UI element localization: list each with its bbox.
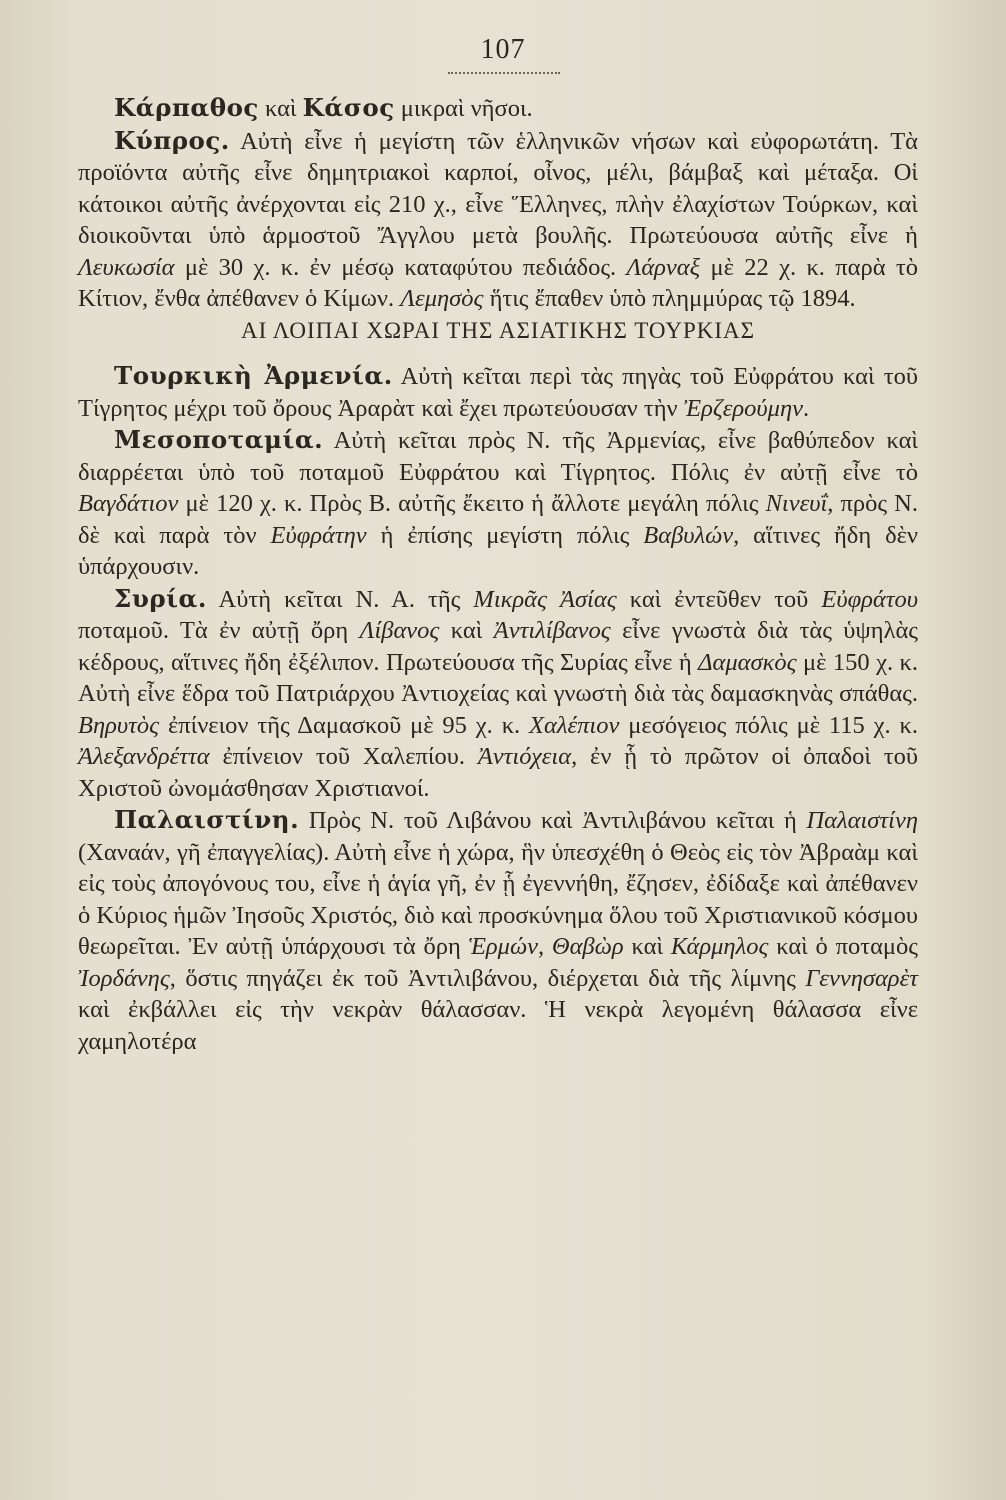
italic-place-name: Εὐφράτου xyxy=(821,585,919,613)
text-run: , πρὸς Ν. δὲ καὶ παρὰ τὸν xyxy=(78,490,918,549)
paragraph-heading: Μεσοποταμία. xyxy=(114,425,324,454)
italic-place-name: Ἀλεξανδρέττα xyxy=(78,743,210,770)
italic-place-name: Ἀντιλίβανος xyxy=(493,617,611,644)
italic-place-name: Ἑρμών, Θαβὼρ xyxy=(468,933,624,960)
text-run: . xyxy=(803,394,810,422)
italic-place-name: Νινευΐ xyxy=(765,490,828,517)
section-title: ΑΙ ΛΟΙΠΑΙ ΧΩΡΑΙ ΤΗΣ ΑΣΙΑΤΙΚΗΣ ΤΟΥΡΚΙΑΣ xyxy=(240,317,756,343)
text-run: καὶ xyxy=(439,617,494,644)
italic-place-name: Ἰορδάνης xyxy=(78,964,170,992)
text-run: , ὅστις πηγάζει ἐκ τοῦ Ἀντιλιβάνου, διέρχεται διὰ τῆς λίμνης xyxy=(169,964,806,992)
italic-place-name: Λάρναξ xyxy=(626,253,701,281)
italic-place-name: Κάρμηλος xyxy=(670,933,769,960)
italic-place-name: Δαμασκὸς xyxy=(698,648,797,676)
paragraph xyxy=(78,125,918,315)
paragraph xyxy=(78,92,918,125)
italic-place-name: Παλαιστίνη xyxy=(806,807,918,834)
text-run: μὲ 120 χ. κ. Πρὸς Β. αὐτῆς ἔκειτο ἡ ἄλλοτε μεγάλη πόλις xyxy=(178,490,766,517)
text-run: Πρὸς Ν. τοῦ Λιβάνου καὶ Ἀντιλιβάνου κεῖται ἡ xyxy=(299,807,807,834)
italic-place-name: Βαγδάτιον xyxy=(78,490,179,517)
italic-place-name: Λεμησὸς xyxy=(400,285,484,312)
text-run: εἶνε γνωστὰ διὰ τὰς ὑψηλὰς κέδρους, αἵτινες ἤδη ἐξέλιπον. Πρωτεύουσα τῆς Συρίας εἶνε ἡ xyxy=(78,617,919,676)
text-run: μεσόγειος πόλις μὲ 115 χ. κ. xyxy=(619,711,918,739)
text-run: μικραὶ νῆσοι. xyxy=(394,95,533,122)
paragraph xyxy=(78,804,918,1057)
paragraph-heading: Παλαιστίνη. xyxy=(114,805,300,834)
page-number: 107 xyxy=(480,34,526,65)
text-run: , ἐν ᾗ τὸ πρῶτον οἱ ὀπαδοὶ τοῦ Χριστοῦ ὠνομάσθησαν Χριστιανοί. xyxy=(78,743,918,802)
italic-place-name: Μικρᾶς Ἀσίας xyxy=(473,585,617,613)
text-run: ποταμοῦ. Τὰ ἐν αὐτῇ ὄρη xyxy=(78,617,360,644)
italic-place-name: Λευκωσία xyxy=(78,253,175,281)
bold-term: Κάσος xyxy=(302,93,395,122)
text-run: (Χαναάν, γῆ ἐπαγγελίας). Αὐτὴ εἶνε ἡ χώρα, ἣν ὑπεσχέθη ὁ Θεὸς εἰς τὸν Ἀβραὰμ καὶ εἰς τοὺς ἀπογόνους του, εἶνε ἡ ἁγία γῆ, ἐν ᾗ ἐγεννήθη, ἔζησεν, ἐδίδαξε καὶ ἀπέθανεν ὁ Κύριος ἡμῶν Ἰησοῦς Χριστός, διὸ καὶ προσκύνημα ὅλου τοῦ Χριστιανικοῦ κόσμου θεωρεῖται. Ἐν αὐτῇ ὑπάρχουσι τὰ ὄρη xyxy=(78,838,918,960)
text-run: καὶ xyxy=(623,933,671,960)
text-run: Αὐτὴ κεῖται πρὸς Ν. τῆς Ἀρμενίας, εἶνε βαθύπεδον καὶ διαρρέεται ὑπὸ τοῦ ποταμοῦ Εὐφράτου καὶ Τίγρητος. Πόλις ἐν αὐτῇ εἶνε τὸ xyxy=(78,427,918,486)
page-number-rule xyxy=(448,72,560,74)
paragraph xyxy=(78,424,918,583)
paragraph-heading: Κύπρος. xyxy=(114,125,230,155)
italic-place-name: Ἐρζερούμην xyxy=(683,394,804,422)
paragraph xyxy=(78,360,918,424)
italic-place-name: Γεννησαρὲτ xyxy=(805,964,918,992)
italic-place-name: Βηρυτὸς xyxy=(78,711,160,739)
text-run: μὲ 30 χ. κ. ἐν μέσῳ καταφύτου πεδιάδος. xyxy=(174,253,627,281)
italic-place-name: Χαλέπιον xyxy=(529,711,620,739)
paragraph-heading: Τουρκικὴ Ἀρμενία. xyxy=(114,361,393,390)
text-run: καὶ xyxy=(258,95,303,122)
text-run: καὶ ἐντεῦθεν τοῦ xyxy=(616,585,822,613)
text-run: ἥτις ἔπαθεν ὑπὸ πλημμύρας τῷ 1894. xyxy=(483,285,856,312)
text-run: καὶ ὁ ποταμὸς xyxy=(768,933,919,960)
italic-place-name: Λίβανος xyxy=(359,617,440,644)
italic-place-name: Ἀντιόχεια xyxy=(477,743,572,770)
text-run: , αἵτινες ἤδη δὲν ὑπάρχουσιν. xyxy=(78,521,918,580)
text-run: Αὐτὴ κεῖται Ν. Α. τῆς xyxy=(206,585,474,613)
paragraph-heading: Συρία. xyxy=(114,583,207,613)
text-run: ἐπίνειον τῆς Δαμασκοῦ μὲ 95 χ. κ. xyxy=(159,711,530,739)
paragraph xyxy=(78,583,918,805)
text-run: Αὐτὴ κεῖται περὶ τὰς πηγὰς τοῦ Εὐφράτου καὶ τοῦ Τίγρητος μέχρι τοῦ ὄρους Ἀραρὰτ καὶ ἔχει πρωτεύουσαν τὴν xyxy=(78,363,919,422)
text-run: Αὐτὴ εἶνε ἡ μεγίστη τῶν ἑλληνικῶν νήσων καὶ εὐφορωτάτη. Τὰ προϊόντα αὐτῆς εἶνε δημητριακοὶ καρποί, οἶνος, μέλι, βάμβαξ καὶ μέταξα. Οἱ κάτοικοι αὐτῆς ἀνέρχονται εἰς 210 χ., εἶνε Ἕλληνες, πλὴν ἐλαχίστων Τούρκων, καὶ διοικοῦνται ὑπὸ ἁρμοστοῦ Ἄγγλου μετὰ βουλῆς. Πρωτεύουσα αὐτῆς εἶνε ἡ xyxy=(78,127,918,249)
text-run: μὲ 150 χ. κ. Αὐτὴ εἶνε ἕδρα τοῦ Πατριάρχου Ἀντιοχείας καὶ γνωστὴ διὰ τὰς δαμασκηνὰς σπάθας. xyxy=(78,648,918,707)
text-run: ἐπίνειον τοῦ Χαλεπίου. xyxy=(209,743,478,770)
body-text xyxy=(78,92,918,1057)
text-run: ἡ ἐπίσης μεγίστη πόλις xyxy=(366,521,644,549)
italic-place-name: Βαβυλών xyxy=(643,521,734,549)
italic-place-name: Εὐφράτην xyxy=(270,521,367,549)
text-run: μὲ 22 χ. κ. παρὰ τὸ Κίτιον, ἔνθα ἀπέθανεν ὁ Κίμων. xyxy=(78,253,918,312)
text-run: καὶ ἐκβάλλει εἰς τὴν νεκρὰν θάλασσαν. Ἡ νεκρὰ λεγομένη θάλασσα εἶνε χαμηλοτέρα xyxy=(78,996,918,1055)
paragraph-heading: Κάρπαθος xyxy=(114,93,259,122)
